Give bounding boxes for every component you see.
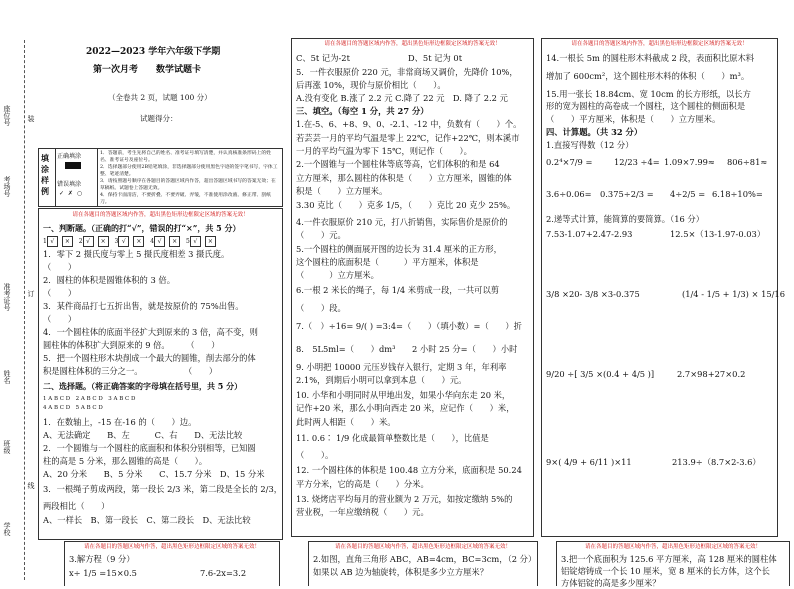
col2-line: 记作+20 米，那么小明向西走 20 米，应记作（ ）米， bbox=[296, 403, 515, 413]
rotation-q: 2.如图，直角三角形 ABC，AB=4cm，BC=3cm，（2 分） bbox=[313, 554, 537, 564]
rotation-box bbox=[308, 541, 538, 586]
step-calc-3: 3/8 ×20- 3/8 ×3-0.375 bbox=[546, 289, 640, 299]
warning-text: 请在各题目的答题区域内作答，超出黑色矩形边框限定区域的答案无效！ bbox=[584, 544, 761, 550]
col2-line: 此时两人相距（ ）米。 bbox=[296, 417, 396, 427]
judge-q1-blank[interactable]: （ ） bbox=[43, 262, 77, 272]
warning-text: 请在各题目的答题区域内作答，超出黑色矩形边框限定区域的答案无效！ bbox=[571, 41, 748, 47]
step-calc-6: 2.7×98+27×0.2 bbox=[677, 369, 746, 379]
col2-line: （ ）立方厘米。 bbox=[296, 270, 379, 280]
equation-1: x÷ 1/5 =15×0.5 bbox=[69, 568, 137, 578]
col2-line: 2.一个圆锥与一个圆柱体等底等高，它们体积的和是 64 bbox=[296, 159, 500, 169]
fill-sample-box bbox=[38, 148, 283, 207]
school-label: 学校 bbox=[3, 522, 11, 536]
direct-calc-1: 0.2⁴×7/9 = bbox=[546, 157, 593, 167]
judge-q5-cont: 积是圆柱体积的三分之一。 （ ） bbox=[43, 366, 218, 376]
col2-line: 5.一个圆柱的侧面展开图的边长为 31.4 厘米的正方形， bbox=[296, 244, 502, 254]
col2-line: 9. 小明把 10000 元压岁钱存入银行，定期 3 年，年利率 bbox=[296, 362, 507, 372]
section2-title: 二、选择题。（将正确答案的字母填在括号里，共 5 分） bbox=[43, 381, 243, 391]
judge-bubbles bbox=[43, 236, 220, 247]
answer-area-col3 bbox=[541, 38, 785, 537]
judge-q2-blank[interactable]: （ ） bbox=[43, 288, 77, 298]
answer-area-col2 bbox=[291, 38, 534, 537]
seat-number-label: 座位号 bbox=[3, 105, 11, 126]
fill-q15: 15.用一张长 18.84cm、宽 10cm 的长方形纸，以长方 bbox=[546, 89, 751, 99]
section4-title: 四、计算题。（共 32 分） bbox=[546, 127, 643, 137]
direct-calc-title: 1.直接写得数（12 分） bbox=[546, 140, 634, 150]
direct-calc-8: 6.18÷10%= bbox=[712, 189, 763, 199]
judge-q5: 5．把一个圆柱形木块削成一个最大的圆锥，削去部分的体 bbox=[43, 353, 256, 363]
col2-line: 3.30 克比（ ）克多 1/5，（ ）克比 20 克少 25%。 bbox=[296, 200, 516, 210]
equation-title: 3.解方程（9 分） bbox=[69, 554, 135, 564]
col2-line: 10. 小华和小明同时从甲地出发，如果小华向东走 20 米， bbox=[296, 390, 511, 400]
judge-q4-cont: 圆柱体的体积扩大到原来的 9 倍。 （ ） bbox=[43, 340, 220, 350]
warning-text: 请在各题目的答题区域内作答，超出黑色矩形边框限定区域的答案无效！ bbox=[83, 544, 260, 550]
col2-line: 7.（ ）÷16= 9/( ) =3:4=（ ）（填小数）=（ ）折 bbox=[296, 321, 522, 331]
step-calc-5: 9/20 ÷[ 3/5 ×(0.4 + 4/5 )] bbox=[546, 369, 655, 379]
col2-line: 立方厘米，那么圆柱的体积是（ ）立方厘米，圆锥的体 bbox=[296, 173, 512, 183]
direct-calc-2: 12/23 ÷4= bbox=[614, 157, 660, 167]
choice-q1-options: A、无法确定 B、左 C、右 D、无法比较 bbox=[43, 430, 243, 440]
exam-title-line2: 第一次月考 数学试题卡 bbox=[93, 65, 202, 75]
casting-box bbox=[556, 541, 790, 586]
wrong-fill-label: 错误填涂 bbox=[57, 181, 82, 188]
equation-2: 7.6-2x=3.2 bbox=[200, 568, 247, 578]
choice-q3: 3．一根绳子剪成两段，第一段长 2/3 米，第二段是全长的 2/3， bbox=[43, 484, 283, 494]
col2-line: 5．一件衣服原价 220 元，非常商场又调价，先降价 10%， bbox=[296, 67, 518, 77]
choice-q2-options: A、20 分米 B、5 分米 C、15.7 分米 D、15 分米 bbox=[43, 469, 265, 479]
col2-line: 12. 一个圆柱体的体积是 100.48 立方分米，底面积是 50.24 bbox=[296, 465, 522, 475]
judge-q1: 1．零下 2 摄氏度与零上 5 摄氏度相差 3 摄氏度。 bbox=[43, 249, 230, 259]
fill-q14-cont: 增加了 600cm²，这个圆柱形木料的体积（ ）m³。 bbox=[546, 71, 750, 81]
choice-bubbles[interactable]: 1 A B C D 2 A B C D 3 A B C D 4 A B C D 5 A B C D bbox=[43, 396, 136, 411]
section1-title: 一、判断题。（正确的打“√”，错误的打“×”，共 5 分） bbox=[43, 223, 241, 233]
judge-q2: 2．圆柱的体积是圆锥体积的 3 倍。 bbox=[43, 275, 175, 285]
col2-line: 这个圆柱的底面积是（ ）平方厘米，体积是 bbox=[296, 257, 479, 267]
col2-line: 1.在-5、6、+8、9、0、-2.1、-12 中，负数有（ ）个。 bbox=[296, 119, 522, 129]
step-calc-1: 7.53-1.07+2.47-2.93 bbox=[546, 229, 633, 239]
choice-q3-options: A、一样长 B、第一段长 C、第二段长 D、无法比较 bbox=[43, 515, 251, 525]
exam-room-label: 考场号 bbox=[3, 176, 11, 197]
exam-title-line1: 2022—2023 学年六年级下学期 bbox=[86, 47, 221, 57]
direct-calc-7: 4÷2/5 = bbox=[670, 189, 706, 199]
direct-calc-6: 0.375÷2/3 = bbox=[600, 189, 654, 199]
choice-q3-cont: 两段相比（ ） bbox=[43, 501, 110, 511]
class-label: 班级 bbox=[3, 440, 11, 454]
instructions: 1．答题前，考生先将自己的姓名、准考证号填写清楚，并认真核准条形码上的姓名、准考证号及座位号。 2．选择题部分使用2B铅笔填涂，非选择题部分使用黑色字迹的签字笔书写，字体工整、笔迹清楚。 3．请按照题号顺序在各题目的答题区域内作答，超出答题区域书写的答案无效；在草稿纸、试题卷上答题无效。 4．保持卡面清洁，不要折叠、不要弄破、弄皱，不准使用涂改液、修正带、刮纸刀。 bbox=[100, 151, 278, 205]
step-calc-4: (1/4 - 1/5 + 1/3) × 15/16 bbox=[682, 289, 785, 299]
col2-line: 8. 5L5ml=（ ）dm³ 2 小时 25 分=（ ）小时 bbox=[296, 344, 518, 354]
bubble-4[interactable]: 4 √ × bbox=[150, 238, 184, 245]
name-label: 姓名 bbox=[3, 370, 11, 384]
col2-line: C、5t 记为-2t D、5t 记为 0t bbox=[296, 53, 463, 63]
warning-text: 请在各题目的答题区域内作答，超出黑色矩形边框限定区域的答案无效！ bbox=[72, 212, 249, 218]
warning-text: 请在各题目的答题区域内作答，超出黑色矩形边框限定区域的答案无效！ bbox=[334, 544, 511, 550]
col2-line: A.没有变化 B.涨了 2.2 元 C.降了 22 元 D. 降了 2.2 元 bbox=[296, 93, 508, 103]
casting-q: 3.把一个底面积为 125.6 平方厘米，高 128 厘米的圆柱体 bbox=[561, 554, 777, 564]
choice-q2: 2．一个圆锥与一个圆柱的底面积和体积分别相等，已知圆 bbox=[43, 443, 256, 453]
bubble-3[interactable]: 3 √ × bbox=[115, 238, 149, 245]
fill-sample-label: 填涂样例 bbox=[41, 153, 49, 196]
filled-bubble-icon bbox=[65, 162, 81, 169]
col2-line: 三、填空。（每空 1 分，共 27 分） bbox=[296, 106, 429, 116]
score-label: 试题得分： bbox=[140, 114, 178, 123]
cut-mark: 线 bbox=[27, 482, 35, 489]
casting-q-cont2: 方体铝锭的高是多少厘米？ bbox=[561, 578, 661, 588]
col2-line: 4.一件衣服原价 210 元，打八折销售，实际售价是原价的 bbox=[296, 217, 508, 227]
wrong-fill-marks-icon: ✓ ✗ ○ bbox=[59, 190, 84, 197]
rotation-q-cont: 如果以 AB 边为轴旋转，体积是多少立方厘米？ bbox=[313, 567, 489, 577]
step-calc-title: 2.递等式计算，能简算的要简算。（16 分） bbox=[546, 214, 705, 224]
cut-mark: 装 bbox=[27, 115, 35, 122]
col2-line: 积是（ ）立方厘米。 bbox=[296, 186, 388, 196]
col2-line: 营业税，一年应缴纳税（ ）元。 bbox=[296, 507, 429, 517]
col2-line: （ ）段。 bbox=[296, 303, 346, 313]
warning-text: 请在各题目的答题区域内作答，超出黑色矩形边框限定区域的答案无效！ bbox=[324, 41, 501, 47]
direct-calc-4: 806÷81≈ bbox=[727, 157, 768, 167]
page-count-note: （全卷共 2 页，试题 100 分） bbox=[108, 93, 212, 102]
col2-line: 11. 0.6∶ 1/9 化成最简单整数比是（ ），比值是 bbox=[296, 433, 489, 443]
step-calc-7: 9×( 4/9 + 6/11 )×11 bbox=[546, 457, 632, 467]
col2-line: 2.1%，到期后小明可以拿到本息（ ）元。 bbox=[296, 375, 467, 385]
direct-calc-5: 3.6÷0.06= bbox=[546, 189, 592, 199]
answer-area-col1 bbox=[38, 208, 283, 540]
fill-q15-cont: 形的宽为圆柱的高卷成一个圆柱，这个圆柱的侧面积是 bbox=[546, 101, 746, 111]
bubble-2[interactable]: 2 √ × bbox=[79, 238, 113, 245]
col2-line: 一月的平均气温为零下 15℃，则记作（ ）。 bbox=[296, 146, 472, 156]
bubble-1[interactable]: 1 √ × bbox=[43, 238, 77, 245]
choice-q1: 1．在数轴上，-15 在-16 的（ ）边。 bbox=[43, 417, 197, 427]
cut-mark: 订 bbox=[27, 290, 35, 297]
col2-line: 6.一根 2 米长的绳子，每 1/4 米剪成一段，一共可以剪 bbox=[296, 285, 500, 295]
fill-q14: 14.一根长 5m 的圆柱形木料截成 2 段，表面积比原木料 bbox=[546, 53, 755, 63]
direct-calc-3: 1.09×7.99≈ bbox=[664, 157, 715, 167]
equation-box bbox=[64, 541, 280, 586]
judge-q4: 4．一个圆柱体的底面半径扩大到原来的 3 倍，高不变，则 bbox=[43, 327, 258, 337]
step-calc-2: 12.5×（13-1.97-0.03） bbox=[670, 229, 766, 239]
fill-q15-cont2: （ ）平方厘米，体积是（ ）立方厘米。 bbox=[546, 114, 721, 124]
judge-q3-blank[interactable]: （ ） bbox=[43, 314, 77, 324]
casting-q-cont: 铝锭熔铸成一个长 10 厘米，宽 8 厘米的长方体，这个长 bbox=[561, 566, 770, 576]
correct-fill-label: 正确填涂 bbox=[57, 153, 82, 160]
choice-q2-cont: 柱的高是 5 分米，那么圆锥的高是（ ）。 bbox=[43, 456, 208, 466]
step-calc-8: 213.9÷（8.7×2-3.6） bbox=[672, 457, 761, 467]
col2-line: 13. 烧烤店平均每月的营业额为 2 万元，如按定缴纳 5%的 bbox=[296, 494, 513, 504]
col2-line: 平方分米，它的高是（ ）分米。 bbox=[296, 479, 429, 489]
col2-line: （ ）。 bbox=[296, 450, 334, 460]
col2-line: 若芸芸一月的平均气温是零上 22℃，记作+22℃，则本溪市 bbox=[296, 133, 520, 143]
judge-q3: 3．某件商品打七五折出售，就是按原价的 75%出售。 bbox=[43, 301, 244, 311]
admission-number-label: 准考证号 bbox=[3, 283, 11, 311]
col2-line: （ ）元。 bbox=[296, 230, 346, 240]
col2-line: 后再涨 10%，现价与原价相比（ ）。 bbox=[296, 80, 446, 90]
bubble-5[interactable]: 5 √ × bbox=[186, 238, 220, 245]
